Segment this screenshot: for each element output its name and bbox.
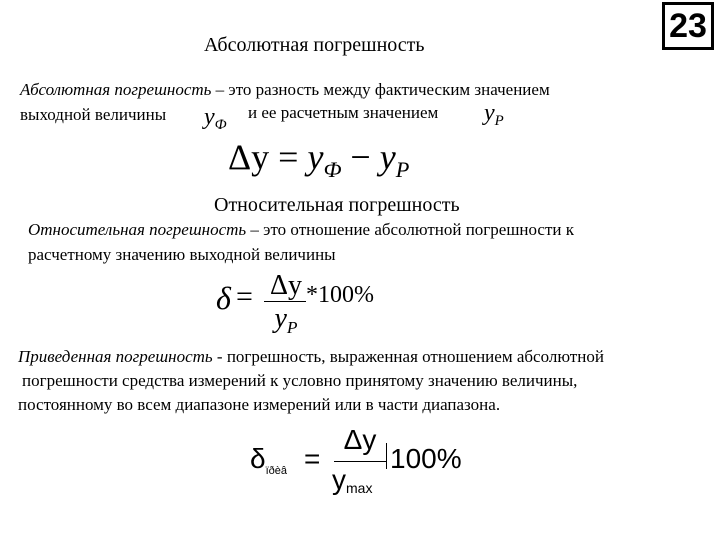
section-title-relative-error: Относительная погрешность [214,194,460,216]
formula2-denominator-sub: P [286,318,298,338]
formula3-denominator-sub: max [346,480,373,496]
absolute-error-text-a: – это разность между фактическим значением [211,80,550,99]
reduced-error-text-a: - погрешность, выраженная отношением абсолютной [212,347,604,366]
inline-var-y-calc [484,100,504,130]
reduced-error-definition-line2: погрешности средства измерений к условно принятому значению величины, [22,371,578,390]
formula3-equals: = [304,443,321,474]
slide-number-badge: 23 [662,2,714,50]
absolute-error-definition-line1 [20,78,550,102]
inline-var-y-calc-symbol: y [484,100,495,126]
relative-error-term: Относительная погрешность [28,220,247,239]
formula3-lhs-sub: ïðèâ [265,465,288,477]
formula2-denominator-symbol: y [274,303,287,334]
inline-var-y-fact-sub: Ф [214,117,227,134]
inline-var-y-calc-sub: P [494,113,504,130]
formula1-minus: − [350,137,371,177]
relative-error-definition-line1 [28,218,574,242]
formula3-fraction-bar [334,461,386,462]
absolute-error-term: Абсолютная погрешность [20,80,212,99]
absolute-error-text-b: выходной величины [20,105,167,124]
reduced-error-term: Приведенная погрешность [18,347,213,366]
reduced-error-definition-line1 [18,345,604,369]
inline-var-y-fact [204,104,227,134]
formula2-denominator [262,303,310,338]
absolute-error-text-c: и ее расчетным значением [248,103,439,122]
absolute-error-definition-line2 [20,103,166,127]
formula1-equals: = [278,137,299,177]
formula2-numerator: Δy [269,270,302,301]
formula1-y-calc: y [379,137,396,177]
reduced-error-definition-line3: постоянному во всем диапазоне измерений или в части диапазона. [18,395,501,414]
formula3-bracket [386,443,387,469]
inline-var-y-fact-symbol: y [204,104,215,130]
formula1-y-fact: y [307,137,324,177]
formula1-delta-y: Δy [228,137,270,177]
formula2-delta: δ [216,280,231,316]
formula3-lhs [250,443,287,477]
formula3-denominator [332,464,394,496]
formula3-numerator: Δy [343,424,377,455]
relative-error-text-a: – это отношение абсолютной погрешности к [246,220,575,239]
formula3-multiplier: 100% [390,443,462,474]
relative-error-definition-line2: расчетному значению выходной величины [28,245,336,264]
absolute-error-formula [228,136,409,183]
formula1-y-calc-sub: P [395,156,410,182]
formula1-y-fact-sub: Ф [323,156,342,182]
formula2-equals: = [236,280,253,313]
section-title-absolute-error: Абсолютная погрешность [204,34,425,56]
formula3-delta: δ [250,443,266,474]
formula2-multiplier: *100% [306,282,374,308]
formula2-fraction-bar [264,301,306,302]
formula3-denominator-symbol: y [332,464,346,495]
